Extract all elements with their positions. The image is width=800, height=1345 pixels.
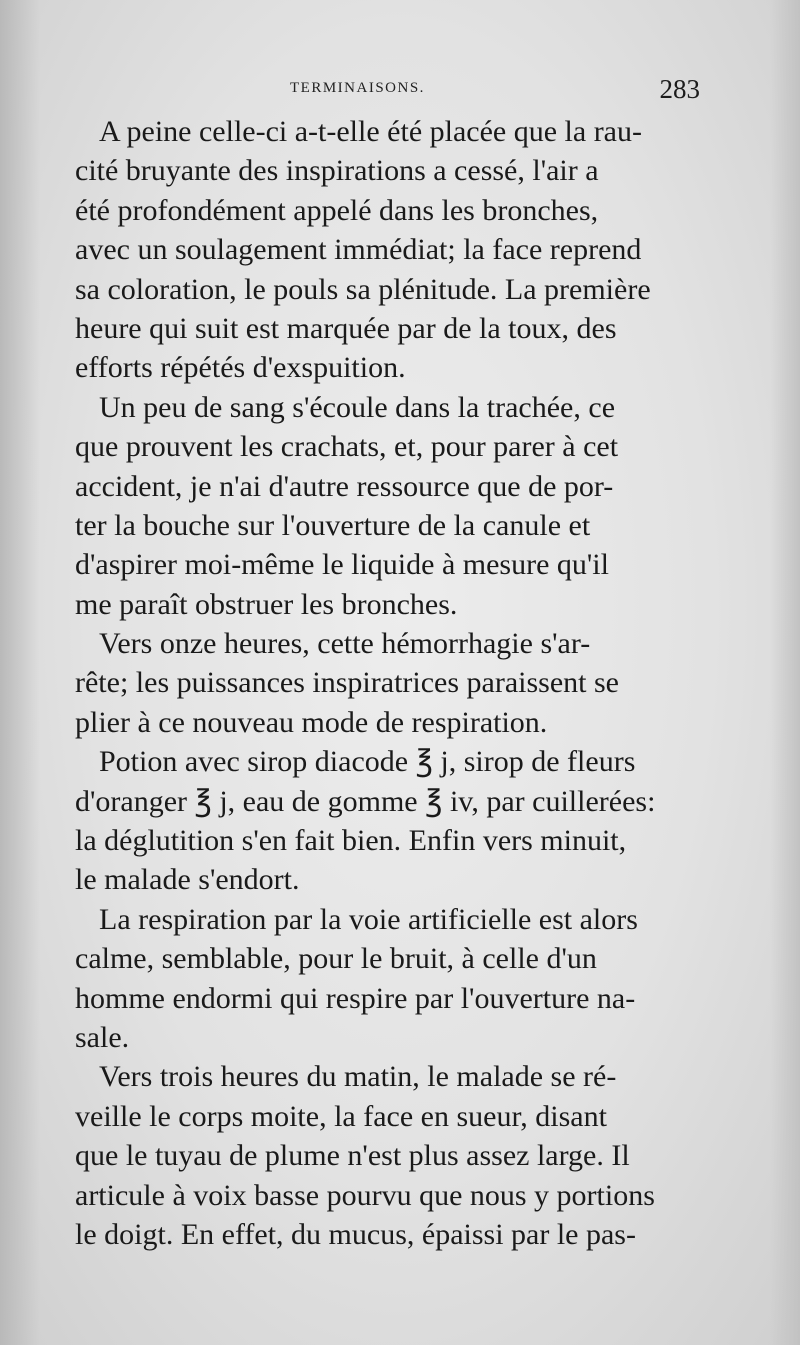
text-line: La respiration par la voie artificielle est alors xyxy=(99,902,638,936)
page-edge-shadow xyxy=(770,0,800,1345)
paragraph xyxy=(75,1057,705,1254)
paragraph xyxy=(75,112,705,388)
paragraph xyxy=(75,742,705,900)
text-line: Vers onze heures, cette hémorrhagie s'ar- xyxy=(99,627,591,661)
text-line: d'oranger ℥ j, eau de gomme ℥ iv, par cuillerées: xyxy=(75,784,656,818)
text-line: A peine celle-ci a-t-elle été placée que la rau- xyxy=(99,115,642,148)
text-line: articule à voix basse pourvu que nous y portions xyxy=(75,1178,655,1212)
text-line: avec un soulagement immédiat; la face reprend xyxy=(75,233,642,267)
text-line: veille le corps moite, la face en sueur, disant xyxy=(75,1099,607,1133)
text-line: cité bruyante des inspirations a cessé, l'air a xyxy=(75,154,599,188)
paragraph xyxy=(75,900,705,1058)
paragraph xyxy=(75,624,705,742)
body-text xyxy=(75,112,705,1254)
text-line: me paraît obstruer les bronches. xyxy=(75,587,458,621)
text-line: Potion avec sirop diacode ℥ j, sirop de fleurs xyxy=(99,745,636,779)
text-line: rête; les puissances inspiratrices paraissent se xyxy=(75,666,619,700)
text-line: plier à ce nouveau mode de respiration. xyxy=(75,705,548,739)
page-header xyxy=(70,74,700,110)
page-number: 283 xyxy=(659,74,700,104)
text-line: le malade s'endort. xyxy=(75,863,300,897)
text-line: d'aspirer moi-même le liquide à mesure qu'il xyxy=(75,548,609,582)
text-line: que le tuyau de plume n'est plus assez large. Il xyxy=(75,1139,630,1173)
text-line: sa coloration, le pouls sa plénitude. La première xyxy=(75,272,651,306)
text-line: efforts répétés d'exspuition. xyxy=(75,351,406,385)
text-line: calme, semblable, pour le bruit, à celle d'un xyxy=(75,942,597,976)
text-line: heure qui suit est marquée par de la toux, des xyxy=(75,311,617,345)
text-line: Vers trois heures du matin, le malade se ré- xyxy=(99,1060,617,1094)
text-line: la déglutition s'en fait bien. Enfin vers minuit, xyxy=(75,824,627,858)
text-line: accident, je n'ai d'autre ressource que de por- xyxy=(75,469,614,503)
text-line: sale. xyxy=(75,1020,130,1054)
text-line: que prouvent les crachats, et, pour parer à cet xyxy=(75,430,619,464)
text-line: Un peu de sang s'écoule dans la trachée, ce xyxy=(99,390,616,424)
text-line: été profondément appelé dans les bronches, xyxy=(75,193,599,227)
paragraph xyxy=(75,388,705,624)
running-head: TERMINAISONS. xyxy=(290,80,425,96)
page-gutter-shadow xyxy=(0,0,40,1345)
text-line: homme endormi qui respire par l'ouverture na- xyxy=(75,981,636,1015)
text-line: ter la bouche sur l'ouverture de la canule et xyxy=(75,508,591,542)
text-line: le doigt. En effet, du mucus, épaissi par le pas- xyxy=(75,1217,636,1251)
